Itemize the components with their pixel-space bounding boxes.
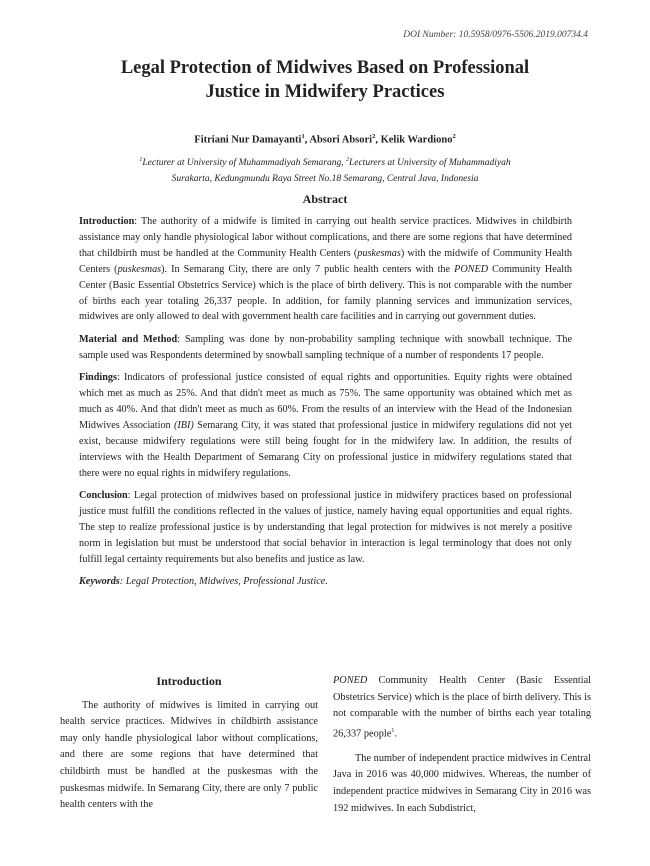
author-1-affil: 1 [301,133,305,140]
abstract-keywords [79,574,572,590]
findings-text-2: Semarang City, it was stated that professional justice in midwifery regulations did not yet exist, because midwifery regulations were still being fought for in the midwifery law. In addition, the results of interviews with the Health Department of Semarang City on professional justice in midwifery regulations stated that there were no equal rights in midwifery regulations. [79,419,572,479]
introduction-heading: Introduction [156,674,222,688]
abstract-introduction [79,214,572,325]
paper-title [60,56,590,104]
author-3-affil: 2 [452,133,456,140]
affiliations [100,152,550,187]
continued-end: . [394,728,397,740]
method-label: Material and Method [79,333,178,345]
citation-1: 1 [391,727,395,734]
abstract-conclusion [79,488,572,568]
keywords-text: : Legal Protection, Midwives, Professional Justice. [119,576,328,588]
intro-em-1: puskesmas [357,247,401,259]
intro-paragraph-1: The authority of midwives is limited in carrying out health service practices. Midwives in childbirth assistance may only handle physiological labor without complications, and there are some regions that have determined that childbirth must be handled at the puskesmas with the puskesmas midwife. In Semarang City, there are only 7 public health centers with the [60,699,318,811]
author-2-affil: 2 [372,133,376,140]
affil-2-marker: 2 [345,157,349,163]
author-2: , Absori Absori [304,134,373,146]
intro-paragraph-2: The number of independent practice midwives in Central Java in 2016 was 40,000 midwives. Whereas, the number of independent practice midwives in Semarang City in 2016 was 192 midwives. In each Subdistrict, [333,752,591,814]
abstract-findings [79,370,572,481]
intro-em-2: puskesmas [117,263,162,275]
title-line-2: Justice in Midwifery Practices [205,82,445,102]
poned-em: PONED [333,675,368,686]
intro-text-1: : The authority of a midwife is limited in carrying out health service practices. Midwives in childbirth assistance may only handle physiological labor without complications, and there are some regions that have determined that childbirth must be handled at the Community Health Centers ( [79,216,572,259]
abstract-method [79,332,572,364]
body-column-left [60,673,318,822]
intro-text-4: Community Health Center (Basic Essential Obstetrics Service) which is the place of birth delivery. This is not comparable with the number of births each year totaling 26,337 people. In addition, for family planning services and immunization services, midwives are only allowed to deal with government health care facilities and in carrying out government duties. [79,263,572,323]
intro-em-3: PONED [454,263,489,275]
author-list [60,133,590,146]
affil-1-marker: 1 [139,157,143,163]
continued-text: Community Health Center (Basic Essential Obstetrics Service) which is the place of birth delivery. This is not comparable with the number of births each year totaling 26,337 people [333,675,591,740]
affil-1-text: Lecturer at University of Muhammadiyah Semarang, [142,158,346,169]
intro-label: Introduction [79,216,135,227]
findings-em: (IBI) [174,419,194,431]
intro-paragraph-1-continued [333,673,591,743]
author-1: Fitriani Nur Damayanti [194,134,302,146]
findings-text-1: : Indicators of professional justice consisted of equal rights and opportunities. Equity rights were obtained which met as much as 25%. And that didn't meet as much as 75%. The same opportunity was obtained which met as much as 40%. And that didn't meet as much as 60%. From the results of an interview with the Head of the Indonesian Midwives Association [79,372,572,431]
keywords-label: Keywords [79,576,120,588]
affil-2-text: Lecturers at University of Muhammadiyah [348,158,511,169]
intro-text-2: ) with the midwife of Community Health Centers ( [79,247,572,275]
conclusion-text: : Legal protection of midwives based on professional justice in midwifery practices based on professional justice must fulfill the conditions reflected in the values of justice, namely having equal opportunities and equal rights. The step to realize professional justice is by understanding that legal protection for midwives is not merely a positive norm in legislation but must be understood that social behavior in interaction is legal terminology that does not only fulfill legal certainty requirements but also benefits and justice as law. [79,490,572,565]
findings-label: Findings [79,372,117,384]
title-line-1: Legal Protection of Midwives Based on Professional [120,58,530,78]
intro-text-3: ). In Semarang City, there are only 7 public health centers with the [161,263,455,275]
affil-address: Surakarta, Kedungmundu Raya Street No.18 Semarang, Central Java, Indonesia [171,174,479,185]
body-column-right [333,673,591,825]
conclusion-label: Conclusion [79,490,128,501]
method-text: : Sampling was done by non-probability sampling technique with snowball technique. The sample used was Respondents determined by snowball sampling technique of a number of respondents 17 people. [79,333,573,361]
abstract-body [79,214,572,596]
doi-number: DOI Number: 10.5958/0976-5506.2019.00734.4 [403,30,588,40]
abstract-heading: Abstract [302,192,348,206]
author-3: , Kelik Wardiono [375,134,453,146]
